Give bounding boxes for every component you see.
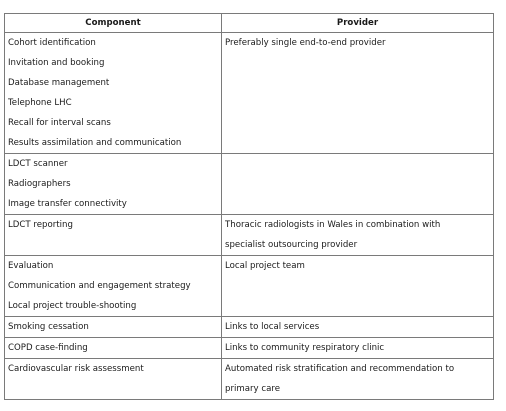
component-item: Local project trouble-shooting (8, 301, 137, 311)
component-cell (5, 317, 222, 338)
component-provider-table (4, 13, 494, 400)
table-row (5, 215, 494, 256)
provider-cell (222, 215, 494, 256)
provider-cell (222, 154, 494, 215)
component-cell (5, 154, 222, 215)
component-cell (5, 215, 222, 256)
component-cell (5, 256, 222, 317)
component-cell (5, 338, 222, 359)
component-item: COPD case-finding (8, 343, 88, 353)
provider-cell (222, 33, 494, 154)
component-item: Database management (8, 78, 110, 88)
component-item: Cardiovascular risk assessment (8, 364, 144, 374)
component-cell (5, 33, 222, 154)
provider-cell (222, 338, 494, 359)
table-row (5, 317, 494, 338)
provider-cell (222, 317, 494, 338)
table-row (5, 256, 494, 317)
component-item: Invitation and booking (8, 58, 105, 68)
table-body (5, 33, 494, 400)
provider-text: specialist outsourcing provider (225, 240, 358, 250)
component-item: Smoking cessation (8, 322, 89, 332)
provider-text: Automated risk stratification and recommendation to (225, 364, 455, 374)
component-item: Image transfer connectivity (8, 199, 127, 209)
component-item: Radiographers (8, 179, 71, 189)
provider-text: Links to community respiratory clinic (225, 343, 385, 353)
component-cell (5, 359, 222, 400)
provider-text: primary care (225, 384, 280, 394)
provider-text: Thoracic radiologists in Wales in combination with (225, 220, 441, 230)
component-item: Telephone LHC (8, 98, 72, 108)
component-item: Results assimilation and communication (8, 138, 182, 148)
component-item: Communication and engagement strategy (8, 281, 191, 291)
table-row (5, 154, 494, 215)
component-item: LDCT reporting (8, 220, 73, 230)
component-item: LDCT scanner (8, 159, 68, 169)
table-row (5, 338, 494, 359)
header-provider: Provider (222, 14, 494, 33)
provider-cell (222, 256, 494, 317)
header-component: Component (5, 14, 222, 33)
component-item: Recall for interval scans (8, 118, 111, 128)
table-row (5, 33, 494, 154)
provider-text: Links to local services (225, 322, 320, 332)
table-header-row (5, 14, 494, 33)
table-row (5, 359, 494, 400)
component-item: Evaluation (8, 261, 54, 271)
component-item: Cohort identification (8, 38, 96, 48)
provider-cell (222, 359, 494, 400)
provider-text: Preferably single end-to-end provider (225, 38, 386, 48)
provider-text: Local project team (225, 261, 305, 271)
